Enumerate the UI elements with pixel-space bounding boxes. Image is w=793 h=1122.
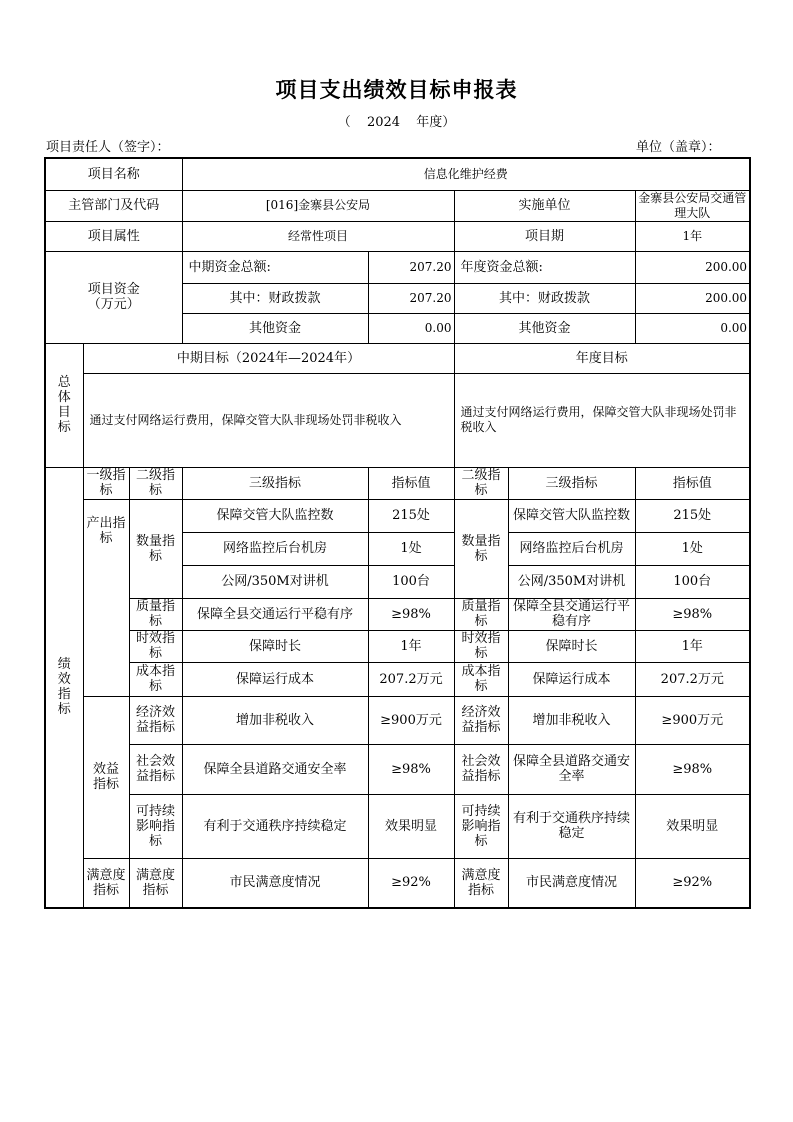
header-lvl1: 一级指标 <box>83 467 129 499</box>
year-indicator-value: 1年 <box>635 630 750 662</box>
indicator-name: 保障全县道路交通安全率 <box>182 744 368 794</box>
year-quantity-indicator-label: 数量指标 <box>454 499 508 598</box>
indicator-name: 有利于交通秩序持续稳定 <box>182 794 368 858</box>
table-row <box>45 744 750 794</box>
benefit-indicator-label: 效益指标 <box>83 696 129 858</box>
table-row <box>45 662 750 696</box>
year-satisfaction-lvl2-label: 满意度指标 <box>454 858 508 908</box>
indicator-name: 保障交管大队监控数 <box>182 499 368 532</box>
page-title: 项目支出绩效目标申报表 <box>275 77 518 102</box>
dept-label: 主管部门及代码 <box>45 190 182 221</box>
mid-fiscal-label: 其中：财政拨款 <box>182 283 368 313</box>
year-indicator-name: 保障时长 <box>508 630 635 662</box>
header-year-value: 指标值 <box>635 467 750 499</box>
overall-mid-text: 通过支付网络运行费用，保障交管大队非现场处罚非税收入 <box>83 373 454 467</box>
attr-value: 经常性项目 <box>182 221 454 251</box>
impl-value: 金寨县公安局交通管理大队 <box>635 190 750 221</box>
year-indicator-name: 保障全县道路交通安全率 <box>508 744 635 794</box>
year-indicator-name: 市民满意度情况 <box>508 858 635 908</box>
indicator-value: ≥92% <box>368 858 454 908</box>
table-row <box>45 630 750 662</box>
row-dept <box>45 190 750 221</box>
year-timeliness-indicator-label: 时效指标 <box>454 630 508 662</box>
impl-label: 实施单位 <box>454 190 635 221</box>
indicator-name: 保障运行成本 <box>182 662 368 696</box>
year-indicator-value: 1处 <box>635 532 750 565</box>
year-indicator-name: 网络监控后台机房 <box>508 532 635 565</box>
project-name-label: 项目名称 <box>45 158 182 190</box>
year-indicator-value: 215处 <box>635 499 750 532</box>
overall-year-text: 通过支付网络运行费用，保障交管大队非现场处罚非税收入 <box>454 373 750 467</box>
indicator-value: ≥98% <box>368 744 454 794</box>
indicator-name: 市民满意度情况 <box>182 858 368 908</box>
satisfaction-indicator-label: 满意度指标 <box>83 858 129 908</box>
header-lvl3: 三级指标 <box>182 467 368 499</box>
timeliness-indicator-label: 时效指标 <box>129 630 182 662</box>
cost-indicator-label: 成本指标 <box>129 662 182 696</box>
sustainable-indicator-label: 可持续影响指标 <box>129 794 182 858</box>
period-label: 项目期 <box>454 221 635 251</box>
year-other-label: 其他资金 <box>454 313 635 343</box>
year-indicator-value: ≥98% <box>635 598 750 630</box>
year-indicator-name: 有利于交通秩序持续稳定 <box>508 794 635 858</box>
year-fiscal-value: 200.00 <box>635 283 750 313</box>
year-indicator-name: 公网/350M对讲机 <box>508 565 635 598</box>
year-indicator-value: 效果明显 <box>635 794 750 858</box>
year-value: 2024 <box>366 115 401 130</box>
funds-label: 项目资金（万元） <box>45 251 182 343</box>
header-lvl2: 二级指标 <box>129 467 182 499</box>
social-indicator-label: 社会效益指标 <box>129 744 182 794</box>
year-indicator-value: 207.2万元 <box>635 662 750 696</box>
year-economic-indicator-label: 经济效益指标 <box>454 696 508 744</box>
project-name-value: 信息化维护经费 <box>182 158 750 190</box>
year-indicator-value: 100台 <box>635 565 750 598</box>
row-overall-text <box>45 373 750 467</box>
indicator-value: ≥900万元 <box>368 696 454 744</box>
indicator-value: 215处 <box>368 499 454 532</box>
year-total-label: 年度资金总额: <box>454 251 635 283</box>
year-other-value: 0.00 <box>635 313 750 343</box>
header-year-lvl3: 三级指标 <box>508 467 635 499</box>
overall-year-header: 年度目标 <box>454 343 750 373</box>
indicator-value: ≥98% <box>368 598 454 630</box>
indicator-value: 效果明显 <box>368 794 454 858</box>
indicator-value: 1年 <box>368 630 454 662</box>
year-fiscal-label: 其中：财政拨款 <box>454 283 635 313</box>
unit-label: 单位（盖章）： <box>636 140 721 155</box>
indicator-name: 公网/350M对讲机 <box>182 565 368 598</box>
period-value: 1年 <box>635 221 750 251</box>
year-indicator-name: 增加非税收入 <box>508 696 635 744</box>
year-open: （ <box>337 115 351 130</box>
row-attr <box>45 221 750 251</box>
attr-label: 项目属性 <box>45 221 182 251</box>
table-row <box>45 598 750 630</box>
mid-total-value: 207.20 <box>368 251 454 283</box>
indicator-name: 保障时长 <box>182 630 368 662</box>
performance-table <box>44 157 751 909</box>
overall-goal-label: 总体目标 <box>45 343 83 467</box>
year-indicator-name: 保障交管大队监控数 <box>508 499 635 532</box>
mid-other-label: 其他资金 <box>182 313 368 343</box>
year-total-value: 200.00 <box>635 251 750 283</box>
row-indicator-header <box>45 467 750 499</box>
indicator-value: 1处 <box>368 532 454 565</box>
economic-indicator-label: 经济效益指标 <box>129 696 182 744</box>
year-social-indicator-label: 社会效益指标 <box>454 744 508 794</box>
year-cost-indicator-label: 成本指标 <box>454 662 508 696</box>
table-row <box>45 696 750 744</box>
indicator-name: 保障全县交通运行平稳有序 <box>182 598 368 630</box>
table-row <box>45 794 750 858</box>
output-indicator-label: 产出指标 <box>83 499 129 696</box>
responsible-label: 项目责任人（签字）： <box>46 140 170 155</box>
year-indicator-name: 保障全县交通运行平稳有序 <box>508 598 635 630</box>
year-indicator-name: 保障运行成本 <box>508 662 635 696</box>
row-funds-total <box>45 251 750 283</box>
indicator-name: 增加非税收入 <box>182 696 368 744</box>
year-line <box>0 111 793 130</box>
mid-total-label: 中期资金总额: <box>182 251 368 283</box>
indicator-value: 100台 <box>368 565 454 598</box>
header-value: 指标值 <box>368 467 454 499</box>
row-overall-header <box>45 343 750 373</box>
year-sustainable-indicator-label: 可持续影响指标 <box>454 794 508 858</box>
table-row <box>45 499 750 532</box>
mid-fiscal-value: 207.20 <box>368 283 454 313</box>
indicator-name: 网络监控后台机房 <box>182 532 368 565</box>
header-year-lvl2: 二级指标 <box>454 467 508 499</box>
quantity-indicator-label: 数量指标 <box>129 499 182 598</box>
year-quality-indicator-label: 质量指标 <box>454 598 508 630</box>
year-indicator-value: ≥900万元 <box>635 696 750 744</box>
quality-indicator-label: 质量指标 <box>129 598 182 630</box>
perf-indicator-label: 绩效指标 <box>45 467 83 908</box>
row-project-name <box>45 158 750 190</box>
year-close: 年度） <box>416 115 456 130</box>
year-indicator-value: ≥92% <box>635 858 750 908</box>
satisfaction-lvl2-label: 满意度指标 <box>129 858 182 908</box>
indicator-value: 207.2万元 <box>368 662 454 696</box>
dept-value: [016]金寨县公安局 <box>182 190 454 221</box>
mid-other-value: 0.00 <box>368 313 454 343</box>
table-row <box>45 858 750 908</box>
overall-mid-header: 中期目标（2024年—2024年） <box>83 343 454 373</box>
year-indicator-value: ≥98% <box>635 744 750 794</box>
